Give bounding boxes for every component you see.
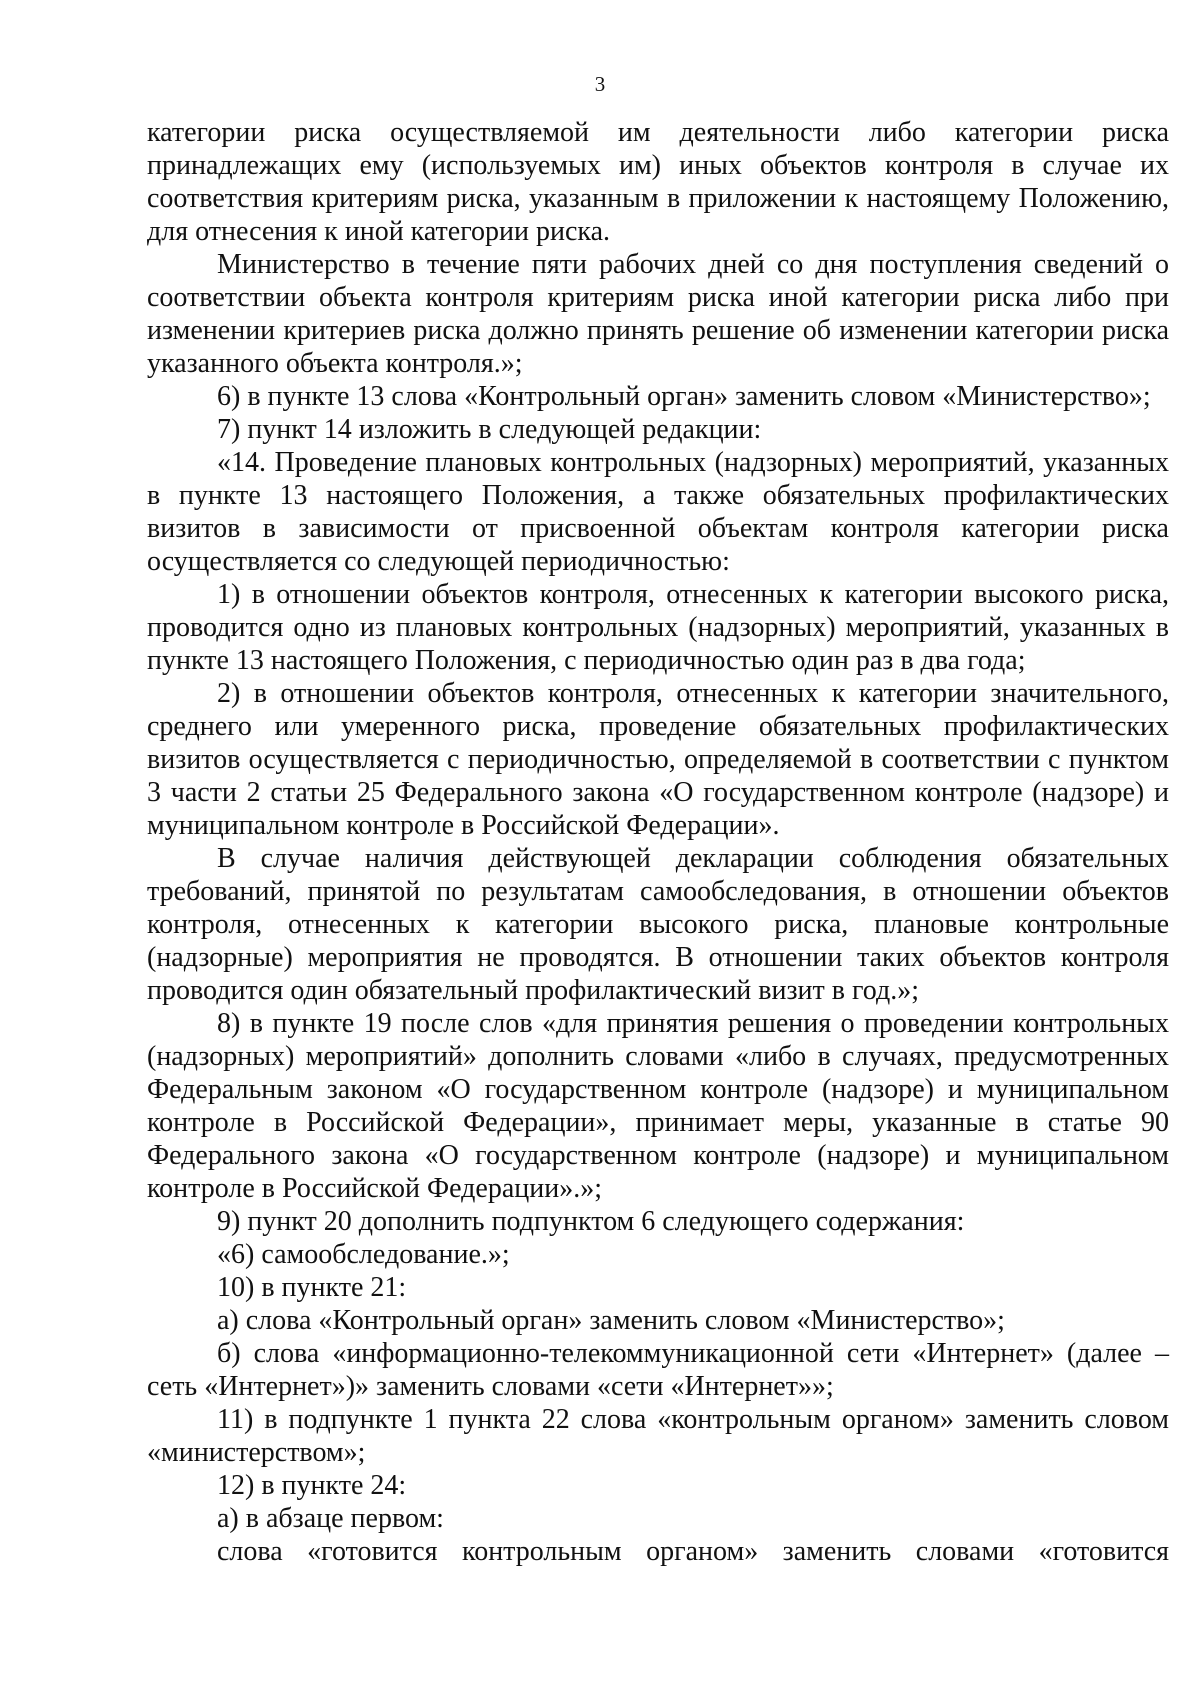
- paragraph: а) в абзаце первом:: [217, 1503, 444, 1534]
- paragraph: 6) в пункте 13 слова «Контрольный орган» заменить словом «Министерство»;: [217, 381, 1151, 412]
- paragraph: 11) в подпункте 1 пункта 22 слова «контрольным органом» заменить словом «министерством»;: [147, 1404, 1169, 1468]
- paragraph: категории риска осуществляемой им деятельности либо категории риска принадлежащих ему (используемых им) иных объектов контроля в случае их соответствия критериям риска, указанным в приложении к настоящему Положению, для отнесения к иной категории риска.: [147, 117, 1169, 247]
- document-body: [147, 116, 1169, 1568]
- paragraph: 9) пункт 20 дополнить подпунктом 6 следующего содержания:: [217, 1206, 965, 1237]
- paragraph: Министерство в течение пяти рабочих дней со дня поступления сведений о соответствии объекта контроля критериям риска иной категории риска либо при изменении критериев риска должно принять решение об изменении категории риска указанного объекта контроля.»;: [147, 249, 1169, 379]
- paragraph: 8) в пункте 19 после слов «для принятия решения о проведении контрольных (надзорных) мероприятий» дополнить словами «либо в случаях, предусмотренных Федеральным законом «О государственном контроле (надзоре) и муниципальном контроле в Российской Федерации», принимает меры, указанные в статье 90 Федерального закона «О государственном контроле (надзоре) и муниципальном контроле в Российской Федерации».»;: [147, 1008, 1169, 1204]
- page-number: 3: [594, 72, 606, 96]
- paragraph: слова «готовится контрольным органом» заменить словами «готовится: [217, 1536, 1169, 1567]
- paragraph: В случае наличия действующей декларации соблюдения обязательных требований, принятой по результатам самообследования, в отношении объектов контроля, отнесенных к категории высокого риска, плановые контрольные (надзорные) мероприятия не проводятся. В отношении таких объектов контроля проводится один обязательный профилактический визит в год.»;: [147, 843, 1169, 1006]
- paragraph: 12) в пункте 24:: [217, 1470, 407, 1501]
- paragraph: 2) в отношении объектов контроля, отнесенных к категории значительного, среднего или умеренного риска, проведение обязательных профилактических визитов осуществляется с периодичностью, определяемой в соответствии с пунктом 3 части 2 статьи 25 Федерального закона «О государственном контроле (надзоре) и муниципальном контроле в Российской Федерации».: [147, 678, 1169, 841]
- paragraph: 1) в отношении объектов контроля, отнесенных к категории высокого риска, проводится одно из плановых контрольных (надзорных) мероприятий, указанных в пункте 13 настоящего Положения, с периодичностью один раз в два года;: [147, 579, 1169, 676]
- paragraph: 7) пункт 14 изложить в следующей редакции:: [217, 414, 762, 445]
- paragraph: 10) в пункте 21:: [217, 1272, 407, 1303]
- paragraph: «14. Проведение плановых контрольных (надзорных) мероприятий, указанных в пункте 13 настоящего Положения, а также обязательных профилактических визитов в зависимости от присвоенной объектам контроля категории риска осуществляется со следующей периодичностью:: [147, 447, 1169, 577]
- paragraph: «6) самообследование.»;: [217, 1239, 510, 1270]
- paragraph: б) слова «информационно-телекоммуникационной сети «Интернет» (далее – сеть «Интернет»)» заменить словами «сети «Интернет»»;: [147, 1338, 1169, 1402]
- paragraph: а) слова «Контрольный орган» заменить словом «Министерство»;: [217, 1305, 1005, 1336]
